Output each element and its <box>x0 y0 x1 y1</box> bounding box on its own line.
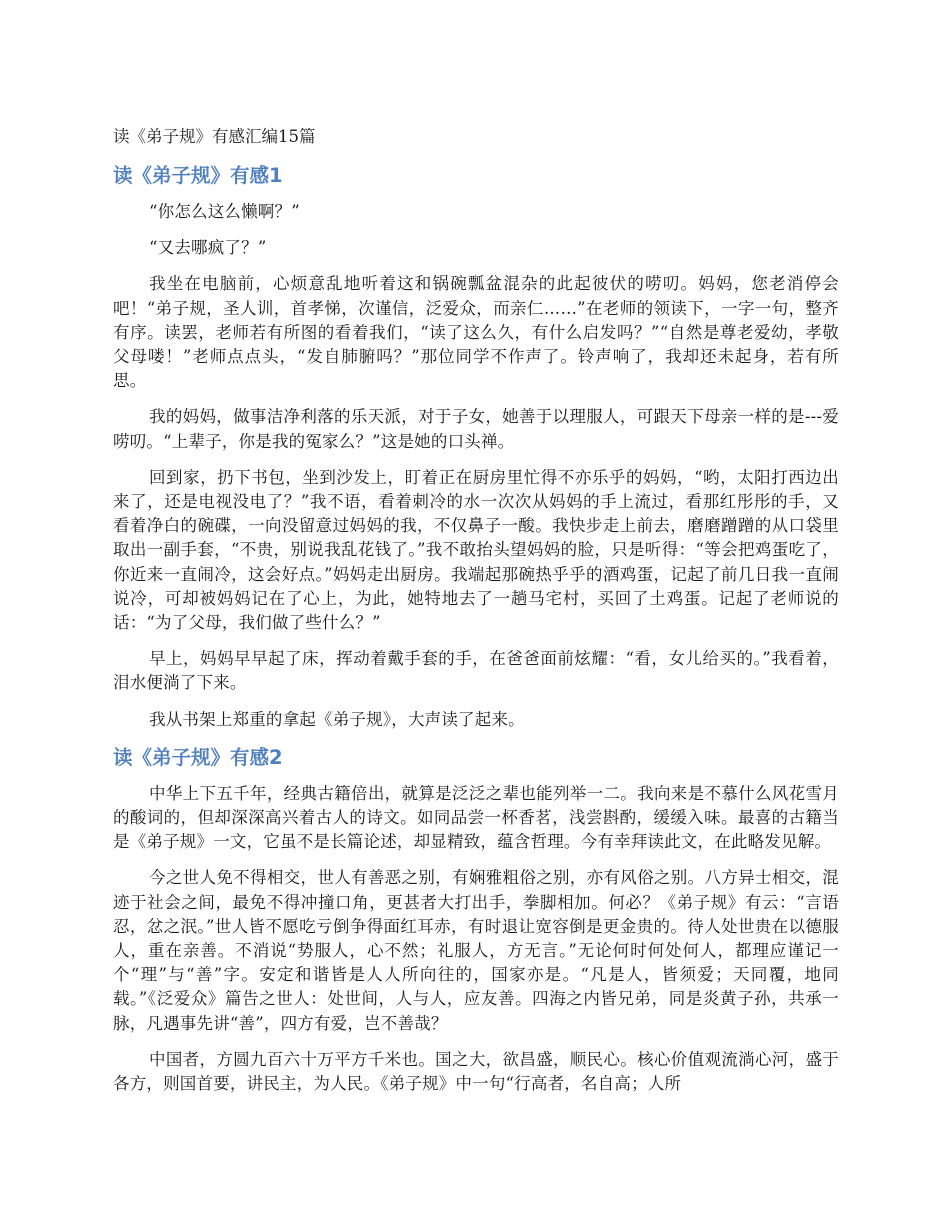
paragraph: 我从书架上郑重的拿起《弟子规》，大声读了起来。 <box>149 709 525 729</box>
section-2 <box>113 744 839 1096</box>
paragraph: 中国者，方圆九百六十万平方千米也。国之大，欲昌盛，顺民心。核心价值观流淌心河，盛于各方，则国首要，讲民主，为人民。《弟子规》中一句“行高者，名自高；人所 <box>113 1049 839 1094</box>
document-title: 读《弟子规》有感汇编15篇 <box>113 127 316 146</box>
paragraph: 回到家，扔下书包，坐到沙发上，盯着正在厨房里忙得不亦乐乎的妈妈，“哟，太阳打西边出来了，还是电视没电了？”我不语，看着刺冷的水一次次从妈妈的手上流过，看那红彤彤的手，又看着净白的碗碟，一向没留意过妈妈的我，不仅鼻子一酸。我快步走上前去，磨磨蹭蹭的从口袋里取出一副手套，“不贵，别说我乱花钱了。”我不敢抬头望妈妈的脸，只是听得：“等会把鸡蛋吃了，你近来一直闹冷，这会好点。”妈妈走出厨房。我端起那碗热乎乎的酒鸡蛋，记起了前几日我一直闹说冷，可却被妈妈记在了心上，为此，她特地去了一趟马宅村，买回了土鸡蛋。记起了老师说的话：“为了父母，我们做了些什么？” <box>113 467 839 633</box>
paragraph: “你怎么这么懒啊？” <box>149 202 300 221</box>
section-heading: 读《弟子规》有感2 <box>113 745 283 769</box>
section-heading: 读《弟子规》有感1 <box>113 164 283 187</box>
paragraph: 早上，妈妈早早起了床，挥动着戴手套的手，在爸爸面前炫耀：“看，女儿给买的。”我看着，泪水便淌了下来。 <box>113 649 839 693</box>
document-page <box>113 124 839 1108</box>
paragraph: “又去哪疯了？” <box>149 238 267 258</box>
section-1 <box>113 162 839 732</box>
paragraph: 我的妈妈，做事洁净利落的乐天派，对于子女，她善于以理服人，可跟天下母亲一样的是---爱唠叨。“上辈子，你是我的冤家么？”这是她的口头禅。 <box>113 407 839 451</box>
paragraph: 中华上下五千年，经典古籍倍出，就算是泛泛之辈也能列举一二。我向来是不慕什么风花雪月的酸词的，但却深深高兴着古人的诗文。如同品尝一杯香茗，浅尝斟酌，缓缓入味。最喜的古籍当是《弟子规》一文，它虽不是长篇论述，却显精致，蕴含哲理。今有幸拜读此文，在此略发见解。 <box>113 783 839 852</box>
paragraph: 今之世人免不得相交，世人有善恶之别，有娴雅粗俗之别，亦有风俗之别。八方异士相交，混迹于社会之间，最免不得冲撞口角，更甚者大打出手，拳脚相加。何必？《弟子规》有云：“言语忍，忿之泯。”世人皆不愿吃亏倒争得面红耳赤，有时退让宽容倒是更金贵的。待人处世贵在以德服人，重在亲善。不消说“势服人，心不然；礼服人，方无言。”无论何时何处何人，都理应谨记一个“理”与“善”字。安定和谐皆是人人所向往的，国家亦是。“凡是人，皆须爱；天同覆，地同载。”《泛爱众》篇告之世人：处世间，人与人，应友善。四海之内皆兄弟，同是炎黄子孙，共承一脉，凡遇事先讲“善”，四方有爱，岂不善哉？ <box>113 868 839 1033</box>
paragraph: 我坐在电脑前，心烦意乱地听着这和锅碗瓢盆混杂的此起彼伏的唠叨。妈妈，您老消停会吧！“弟子规，圣人训，首孝悌，次谨信，泛爱众，而亲仁……”在老师的领读下，一字一句，整齐有序。读罢，老师若有所图的看着我们，“读了这么久，有什么启发吗？”“自然是尊老爱幼，孝敬父母喽！”老师点点头，“发自肺腑吗？”那位同学不作声了。铃声响了，我却还未起身，若有所思。 <box>113 274 839 391</box>
